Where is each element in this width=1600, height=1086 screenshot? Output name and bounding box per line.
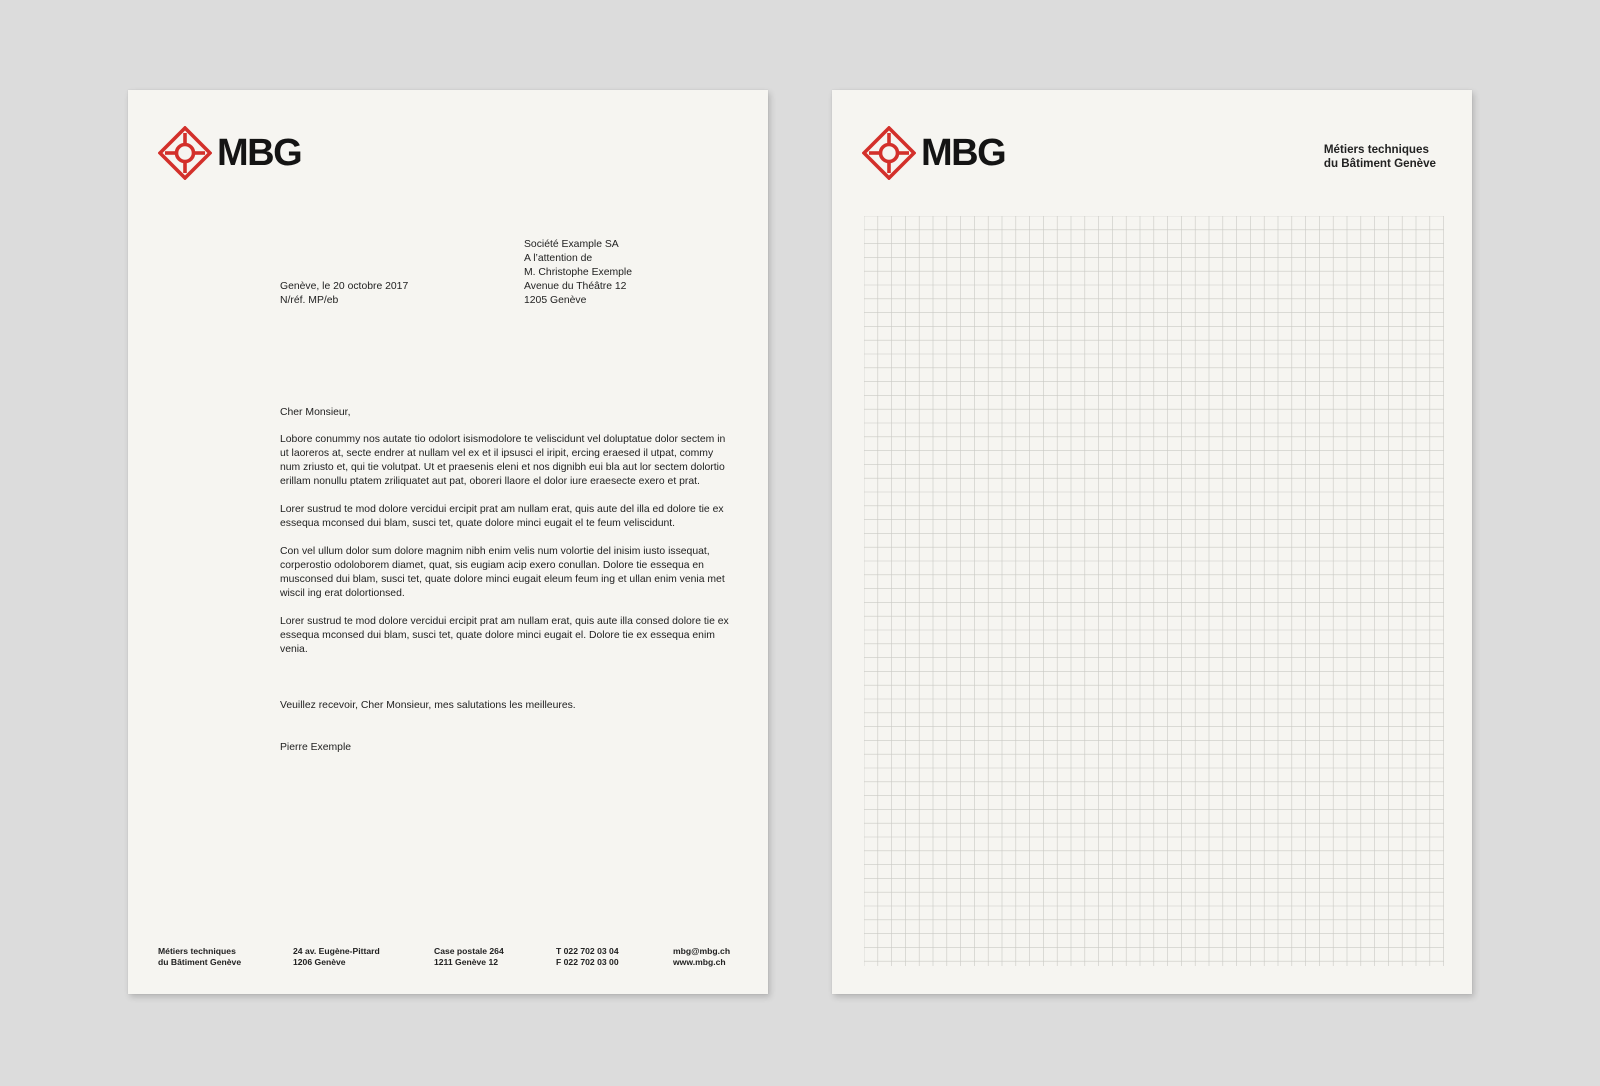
footer-line: F 022 702 03 00 xyxy=(556,957,619,967)
letter-reference: N/réf. MP/eb xyxy=(280,295,339,306)
tagline-line: du Bâtiment Genève xyxy=(1323,157,1436,170)
footer-website-link[interactable]: www.mbg.ch xyxy=(673,957,726,967)
footer-postbox xyxy=(434,946,504,968)
body-paragraph: Lobore conummy nos autate tio odolort isismodolore te veliscidunt vel doluptatue dolor sectem in ut laoreros at, secte endrer at nullam vel ex et il ipsusci el iripit, ercing eraesed il utpat, commy num zriusto et, qui tie volutpat. Ut et praesenis eleni et nos dignibh eui bla aut lor sectem dolortio erillam nonullu ptatem zriliquatet aut pat, oboreri llaore el dolor iure eraesecte exero et prat. xyxy=(280,434,726,487)
signature-name: Pierre Exemple xyxy=(280,742,352,753)
footer-address xyxy=(293,946,380,968)
footer-line: 1211 Genève 12 xyxy=(434,957,499,967)
body-paragraph: Con vel ullum dolor sum dolore magnim nibh enim velis num volortie del inisim iusto issequat, corperostio odoloborem diamet, quat, sis eugiam acip exero conullan. Dolore tie essequa en musconsed dui blam, susci tet, quate dolore minci eugait eleum feum ing et ullan enim venia met wiscil ing erat dolortionsed. xyxy=(280,546,725,599)
footer-line: 1206 Genève xyxy=(293,957,346,967)
grid-paper-sheet xyxy=(832,90,1472,994)
graph-grid xyxy=(864,216,1444,966)
tagline-line: Métiers techniques xyxy=(1323,143,1429,156)
letter-date: Genève, le 20 octobre 2017 xyxy=(280,281,409,292)
recipient-address xyxy=(524,238,632,308)
footer-email-link[interactable]: mbg@mbg.ch xyxy=(673,946,731,956)
footer-line: du Bâtiment Genève xyxy=(158,957,242,967)
body-paragraph: Lorer sustrud te mod dolore vercidui ercipit prat am nullam erat, quis aute illa consed dolore tie ex essequa mconsed dui blam, susci tet, quate dolore minci eugait el. Dolore tie ex essequa enim venia. xyxy=(280,616,729,655)
recipient-line: M. Christophe Exemple xyxy=(524,267,632,278)
mbg-diamond-logo-icon xyxy=(862,126,916,180)
logo-wordmark: MBG xyxy=(217,132,302,174)
mbg-diamond-logo-icon xyxy=(158,126,212,180)
letter-body xyxy=(280,433,730,671)
body-paragraph: Lorer sustrud te mod dolore vercidui ercipit prat am nullam erat, quis aute del illa ed dolore tie ex essequa mconsed dui blam, susci tet, quate dolore minci eugait el te feum veliscidunt. xyxy=(280,504,724,529)
footer-line: T 022 702 03 04 xyxy=(556,946,619,956)
recipient-line: 1205 Genève xyxy=(524,295,587,306)
recipient-line: Avenue du Théâtre 12 xyxy=(524,281,627,292)
organization-tagline xyxy=(1324,143,1436,171)
mbg-logo xyxy=(158,126,301,180)
letterhead-sheet xyxy=(128,90,768,994)
footer-line: 24 av. Eugène-Pittard xyxy=(293,946,380,956)
date-reference xyxy=(280,280,408,308)
footer-line: Métiers techniques xyxy=(158,946,236,956)
footer-organization xyxy=(158,946,241,968)
mbg-logo xyxy=(862,126,1005,180)
salutation: Cher Monsieur, xyxy=(280,407,351,418)
footer-web xyxy=(673,946,730,968)
footer-phone xyxy=(556,946,619,968)
logo-wordmark: MBG xyxy=(921,132,1006,174)
recipient-line: Société Example SA xyxy=(524,239,619,250)
recipient-line: A l’attention de xyxy=(524,253,593,264)
footer-line: Case postale 264 xyxy=(434,946,504,956)
closing-line: Veuillez recevoir, Cher Monsieur, mes salutations les meilleures. xyxy=(280,700,576,711)
